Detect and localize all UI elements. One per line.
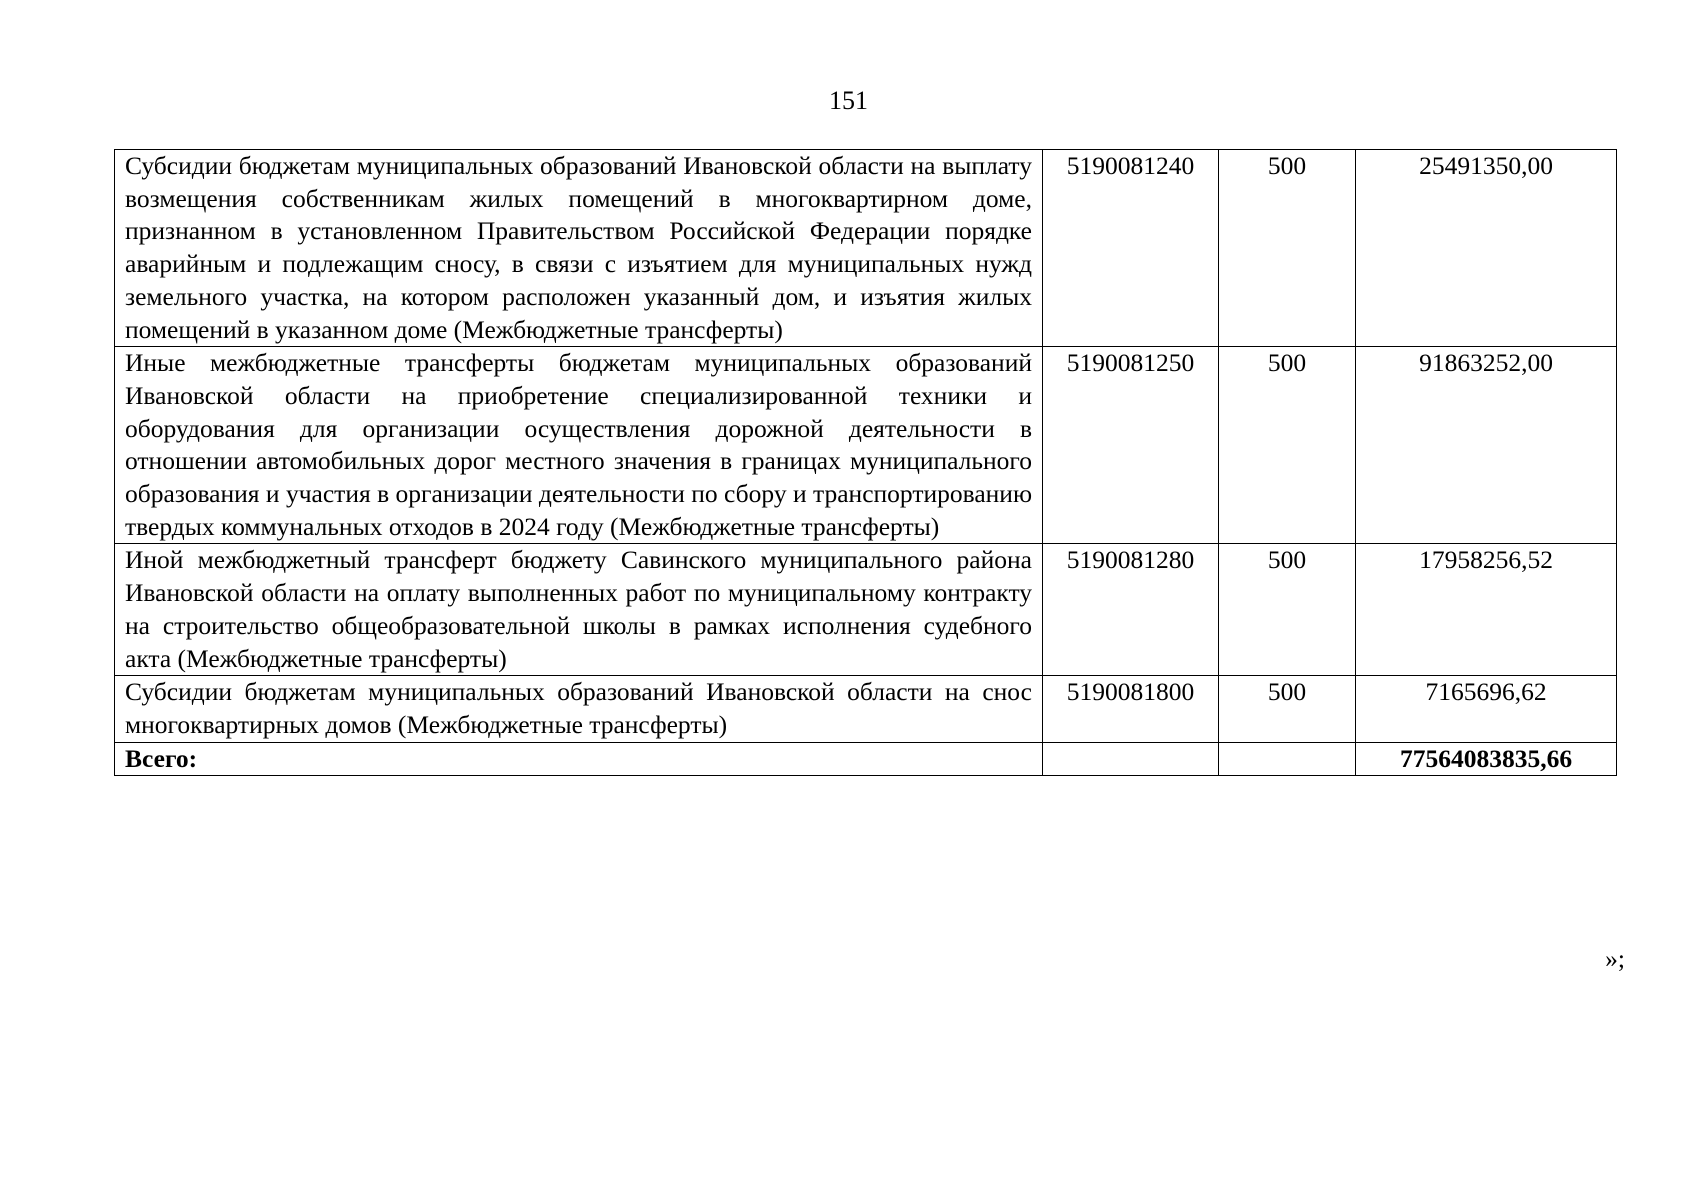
- page-number: 151: [829, 86, 868, 115]
- table-row: [115, 150, 1617, 347]
- row-type-cell: 500: [1219, 150, 1356, 347]
- row-code-cell: 5190081800: [1043, 676, 1219, 742]
- row-code-cell: 5190081250: [1043, 347, 1219, 544]
- total-code-cell: [1043, 742, 1219, 776]
- row-code-cell: 5190081240: [1043, 150, 1219, 347]
- table-row: [115, 544, 1617, 676]
- row-name-cell: Иной межбюджетный трансферт бюджету Савинского муниципального района Ивановской области на оплату выполненных работ по муниципальному контракту на строительство общеобразовательной школы в рамках исполнения судебного акта (Межбюджетные трансферты): [115, 544, 1043, 676]
- table-row: [115, 347, 1617, 544]
- closing-quote-mark: »;: [1605, 944, 1625, 973]
- total-label: Всего:: [115, 742, 1043, 776]
- row-sum-cell: 7165696,62: [1356, 676, 1617, 742]
- row-type-cell: 500: [1219, 676, 1356, 742]
- row-name-cell: Иные межбюджетные трансферты бюджетам муниципальных образований Ивановской области на приобретение специализированной техники и оборудования для организации осуществления дорожной деятельности в отношении автомобильных дорог местного значения в границах муниципального образования и участия в организации деятельности по сбору и транспортированию твердых коммунальных отходов в 2024 году (Межбюджетные трансферты): [115, 347, 1043, 544]
- row-sum-cell: 25491350,00: [1356, 150, 1617, 347]
- row-type-cell: 500: [1219, 347, 1356, 544]
- total-type-cell: [1219, 742, 1356, 776]
- total-row: [115, 742, 1617, 776]
- row-name-cell: Субсидии бюджетам муниципальных образований Ивановской области на выплату возмещения собственникам жилых помещений в многоквартирном доме, признанном в установленном Правительством Российской Федерации порядке аварийным и подлежащим сносу, в связи с изъятием для муниципальных нужд земельного участка, на котором расположен указанный дом, и изъятия жилых помещений в указанном доме (Межбюджетные трансферты): [115, 150, 1043, 347]
- row-sum-cell: 17958256,52: [1356, 544, 1617, 676]
- row-code-cell: 5190081280: [1043, 544, 1219, 676]
- budget-table: [114, 149, 1617, 776]
- row-sum-cell: 91863252,00: [1356, 347, 1617, 544]
- table-row: [115, 676, 1617, 742]
- row-type-cell: 500: [1219, 544, 1356, 676]
- total-sum: 77564083835,66: [1356, 742, 1617, 776]
- row-name-cell: Субсидии бюджетам муниципальных образований Ивановской области на снос многоквартирных домов (Межбюджетные трансферты): [115, 676, 1043, 742]
